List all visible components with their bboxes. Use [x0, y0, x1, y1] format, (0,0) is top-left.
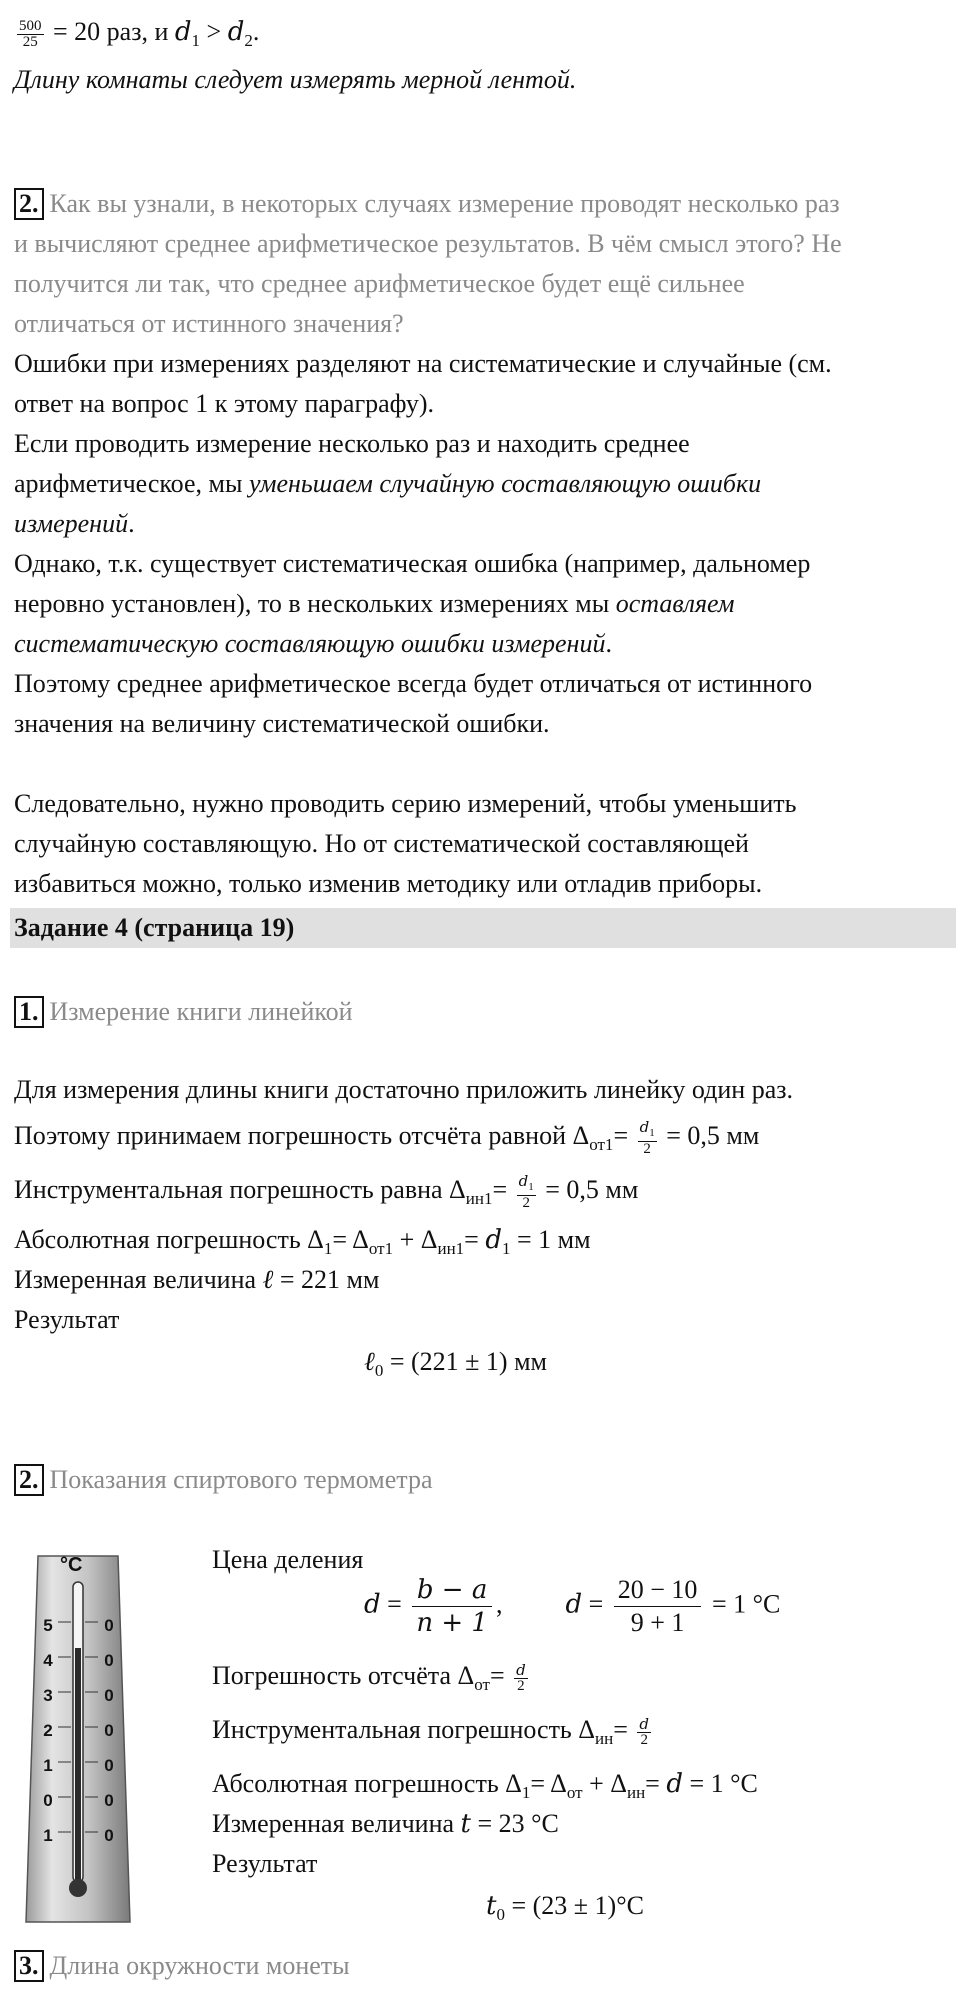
scale-label: 0 — [104, 1651, 114, 1670]
answer-text: арифметическое, мы — [14, 469, 249, 498]
var-d: d — [518, 1171, 529, 1190]
line-result: = 23 °C — [471, 1809, 559, 1838]
equals: = — [613, 1715, 628, 1744]
answer-text: неровно установлен), то в нескольких измерениях мы — [14, 589, 616, 618]
answer-line — [14, 504, 135, 544]
scale-label: 4 — [43, 1651, 53, 1670]
subscript: ин1 — [465, 1189, 493, 1209]
line-result: = 1 °C — [683, 1769, 758, 1798]
answer-line: избавиться можно, только изменив методику или отладив приборы. — [14, 869, 763, 898]
scale-label: 0 — [104, 1721, 114, 1740]
line-text: Погрешность отсчёта Δ — [212, 1661, 475, 1690]
section-header: Задание 4 (страница 19) — [10, 908, 956, 948]
line-text: = — [464, 1225, 486, 1254]
thermometer-left-scale — [38, 1608, 58, 1853]
result-value: = (221 ± 1) мм — [383, 1347, 547, 1376]
answer-line — [14, 584, 735, 624]
fraction-numerator: 500 — [19, 17, 42, 34]
period: . — [252, 17, 260, 46]
scale-label: 0 — [104, 1791, 114, 1810]
question-2-line-4: отличаться от истинного значения? — [14, 309, 404, 338]
task-2-line — [212, 1710, 654, 1759]
line-text: Измеренная величина — [14, 1265, 263, 1294]
task-2-line: Цена деления — [212, 1545, 364, 1574]
task-1-title-line — [14, 992, 353, 1032]
task-2-title-line — [14, 1460, 433, 1500]
subscript: 1 — [502, 1239, 511, 1259]
answer-text: . — [128, 509, 135, 538]
scale-label: 0 — [43, 1791, 53, 1810]
answer-line: Следовательно, нужно проводить серию измерений, чтобы уменьшить — [14, 789, 797, 818]
equals: = — [492, 1175, 508, 1204]
line-text: Поэтому принимаем погрешность отсчёта равной Δ — [14, 1121, 590, 1150]
task-number: 2. — [14, 1464, 44, 1496]
task-title: Длина окружности монеты — [49, 1951, 350, 1980]
answer-line — [14, 624, 612, 664]
scale-label: 0 — [104, 1616, 114, 1635]
subscript: 1 — [649, 1126, 655, 1139]
question-number: 2. — [14, 188, 44, 220]
subscript: ин — [595, 1729, 614, 1749]
subscript: от1 — [589, 1135, 614, 1155]
scale-label: 0 — [104, 1826, 114, 1845]
answer-emphasis: измерений — [14, 509, 129, 538]
task-2-line: Результат — [212, 1849, 318, 1878]
var-d2: d — [227, 17, 245, 47]
var-l: ℓ — [262, 1265, 274, 1295]
sub-2: 2 — [244, 31, 253, 51]
result-value: = (23 ± 1)°C — [504, 1891, 644, 1920]
equals: = — [489, 1661, 505, 1690]
subscript: 0 — [496, 1905, 505, 1925]
ratio-text: = 20 раз, и — [53, 17, 169, 46]
scale-label: 0 — [104, 1756, 114, 1775]
var-l: ℓ — [364, 1347, 375, 1377]
equals: = — [613, 1121, 629, 1150]
fraction-denominator: 2 — [643, 1140, 651, 1157]
var-d: d — [666, 1769, 683, 1799]
scale-label: 5 — [43, 1616, 53, 1635]
tape-conclusion: Длину комнаты следует измерять мерной лентой. — [14, 65, 577, 94]
line-text: + Δ — [582, 1769, 627, 1798]
task-title: Измерение книги линейкой — [49, 997, 353, 1026]
fraction-d1-2 — [517, 1171, 536, 1211]
line-text: + Δ — [393, 1225, 438, 1254]
var-t: t — [486, 1891, 497, 1921]
answer-line: случайную составляющую. Но от систематической составляющей — [14, 829, 749, 858]
question-text: Как вы узнали, в некоторых случаях измерение проводят несколько раз — [49, 189, 840, 218]
fraction-denominator: 9 + 1 — [630, 1608, 685, 1637]
scale-label: 1 — [43, 1826, 53, 1845]
line-text: Измеренная величина — [212, 1809, 461, 1838]
comma: , — [495, 1589, 503, 1619]
subscript: 1 — [528, 1180, 534, 1193]
task-2-line — [212, 1804, 559, 1844]
line-result: = 1 мм — [510, 1225, 591, 1254]
line-result: = 0,5 мм — [545, 1175, 639, 1204]
line-result: = 0,5 мм — [666, 1121, 760, 1150]
fraction-numerator: d — [639, 1714, 649, 1733]
sub-1: 1 — [191, 31, 201, 51]
fraction-denominator: 2 — [517, 1677, 525, 1694]
var-d1: d — [174, 17, 192, 47]
division-formula — [364, 1574, 780, 1639]
fraction-numerator: b − a — [412, 1574, 492, 1607]
subscript: ин1 — [437, 1239, 465, 1259]
task-1-line — [14, 1260, 379, 1300]
subscript: 1 — [323, 1239, 333, 1259]
top-formula-line — [14, 12, 259, 61]
fraction-500-25 — [17, 19, 44, 50]
question-2-line-2: и вычисляют среднее арифметическое результатов. В чём смысл этого? Не — [14, 229, 842, 258]
line-text: = Δ — [530, 1769, 567, 1798]
line-text: Абсолютная погрешность Δ — [14, 1225, 324, 1254]
scale-label: 2 — [43, 1721, 53, 1740]
subscript: 1 — [521, 1783, 531, 1803]
var-d: d — [485, 1225, 502, 1255]
fraction-numerator: d — [516, 1660, 526, 1679]
subscript: 0 — [374, 1361, 384, 1381]
line-text: Инструментальная погрешность Δ — [212, 1715, 596, 1744]
gt-sign: > — [206, 17, 222, 46]
task-1-line: Для измерения длины книги достаточно приложить линейку один раз. — [14, 1075, 794, 1104]
equals: = — [387, 1589, 402, 1619]
equals: = — [588, 1589, 604, 1619]
fraction-denominator: 2 — [640, 1731, 648, 1748]
task-2-line — [212, 1656, 531, 1705]
fraction-denominator: 25 — [22, 33, 38, 50]
answer-line — [14, 464, 761, 504]
line-text: = — [645, 1769, 667, 1798]
fraction-denominator: 2 — [522, 1194, 530, 1211]
fraction-d-2 — [514, 1660, 528, 1694]
result-value: = 1 °C — [711, 1589, 781, 1619]
subscript: от — [566, 1783, 583, 1803]
line-text: Абсолютная погрешность Δ — [212, 1769, 522, 1798]
answer-line: Ошибки при измерениях разделяют на систематические и случайные (см. — [14, 349, 832, 378]
task-1-line — [14, 1116, 759, 1165]
task-3-title-line — [14, 1946, 350, 1986]
task-title: Показания спиртового термометра — [49, 1465, 433, 1494]
subscript: ин — [626, 1783, 646, 1803]
var-d: d — [364, 1589, 381, 1620]
var-d: d — [639, 1117, 650, 1136]
line-result: = 221 мм — [273, 1265, 380, 1294]
line-text: = Δ — [332, 1225, 369, 1254]
thermometer-unit: °C — [60, 1554, 83, 1576]
answer-line: значения на величину систематической ошибки. — [14, 709, 550, 738]
fraction-20-10 — [614, 1574, 702, 1639]
question-2-line-3: получится ли так, что среднее арифметическое будет ещё сильнее — [14, 269, 745, 298]
question-2-line-1 — [14, 184, 840, 224]
answer-line: ответ на вопрос 1 к этому параграфу). — [14, 389, 435, 418]
task-1-result — [364, 1342, 547, 1391]
answer-line: Однако, т.к. существует систематическая ошибка (например, дальномер — [14, 549, 811, 578]
task-1-line: Результат — [14, 1305, 120, 1334]
answer-line: Поэтому среднее арифметическое всегда будет отличаться от истинного — [14, 669, 813, 698]
thermometer-image — [22, 1548, 134, 1930]
var-t: t — [460, 1809, 471, 1839]
var-d: d — [565, 1589, 583, 1620]
answer-emphasis: систематическую составляющую ошибки измерений — [14, 629, 606, 658]
fraction-b-a — [412, 1574, 492, 1639]
subscript: от — [474, 1675, 490, 1695]
answer-emphasis: оставляем — [615, 589, 735, 618]
fraction-d1-2 — [638, 1117, 657, 1157]
answer-text: . — [605, 629, 612, 658]
scale-label: 0 — [104, 1686, 114, 1705]
task-1-line — [14, 1170, 638, 1219]
task-number: 1. — [14, 996, 44, 1028]
thermometer-right-scale — [99, 1608, 119, 1853]
answer-emphasis: уменьшаем случайную составляющую ошибки — [248, 469, 762, 498]
fraction-numerator: 20 − 10 — [614, 1574, 702, 1607]
task-number: 3. — [14, 1950, 44, 1982]
fraction-denominator: n + 1 — [416, 1608, 488, 1638]
answer-line: Если проводить измерение несколько раз и находить среднее — [14, 429, 690, 458]
fraction-d-2 — [637, 1714, 651, 1748]
scale-label: 1 — [43, 1756, 53, 1775]
subscript: от1 — [368, 1239, 394, 1259]
line-text: Инструментальная погрешность равна Δ — [14, 1175, 466, 1204]
task-2-result — [486, 1886, 644, 1935]
scale-label: 3 — [43, 1686, 53, 1705]
